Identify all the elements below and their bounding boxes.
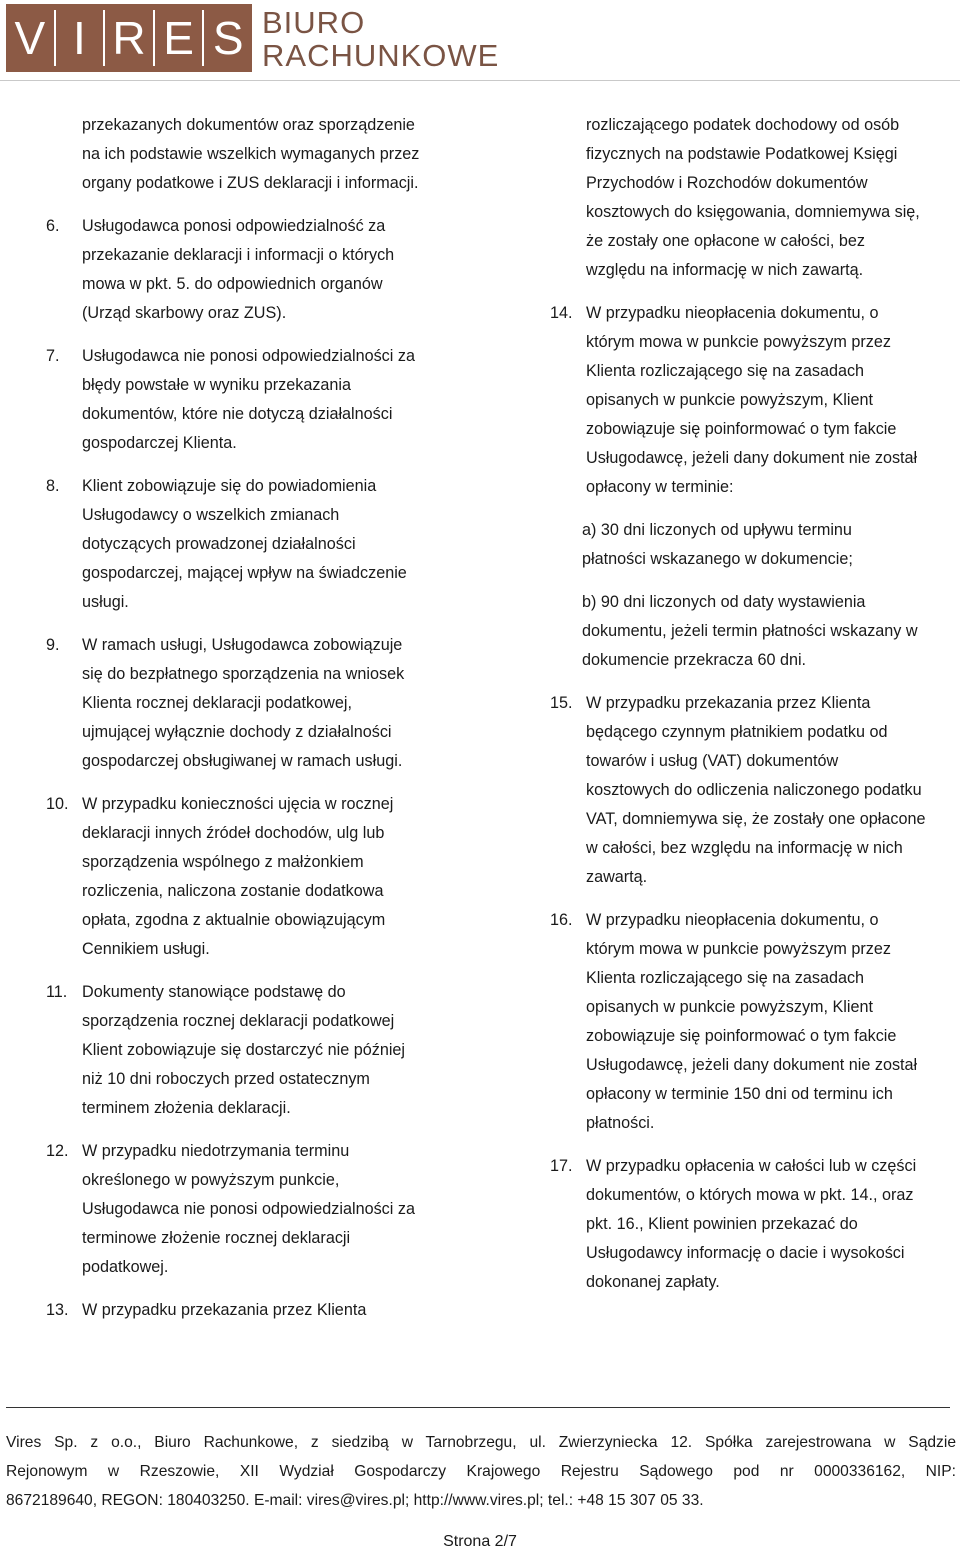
text-line: ujmującej wyłącznie dochody z działalności xyxy=(82,723,392,741)
text-line: kosztowych do odliczenia naliczonego podatku xyxy=(586,781,922,799)
footer-line: 8672189640, REGON: 180403250. E-mail: vires@vires.pl; http://www.vires.pl; tel.: +48 15 307 05 33. xyxy=(6,1492,704,1509)
text-line: Klient zobowiązuje się dostarczyć nie później xyxy=(82,1041,406,1059)
item-number: 12. xyxy=(46,1142,69,1160)
text-line: dokumentów, o których mowa w pkt. 14., oraz xyxy=(586,1186,914,1204)
text-line: dokumencie przekracza 60 dni. xyxy=(582,651,807,669)
text-line: zobowiązuje się poinformować o tym fakcie xyxy=(586,1027,897,1045)
sub-item-b xyxy=(500,588,960,675)
item-number: 11. xyxy=(46,983,68,1001)
text-line: się do bezpłatnego sporządzenia na wniosek xyxy=(82,665,405,683)
text-line: określonego w powyższym punkcie, xyxy=(82,1171,340,1189)
text-line: Usługodawca nie ponosi odpowiedzialności za xyxy=(82,1200,415,1218)
intro-paragraph xyxy=(0,111,470,198)
text-line: Cennikiem usługi. xyxy=(82,940,210,958)
footer-line: Vires Sp. z o.o., Biuro Rachunkowe, z siedzibą w Tarnobrzegu, ul. Zwierzyniecka 12. Spółka zarejestrowana w Sądzie xyxy=(6,1434,956,1451)
text-line: mowa w pkt. 5. do odpowiednich organów xyxy=(82,275,383,293)
text-line: opłacony w terminie 150 dni od terminu ich xyxy=(586,1085,893,1103)
sub-item-a xyxy=(500,516,960,574)
list-item-14 xyxy=(500,299,960,502)
text-line: Usługodawcę, jeżeli dany dokument nie został xyxy=(586,449,918,467)
list-item-11 xyxy=(0,978,470,1123)
item-number: 13. xyxy=(46,1301,69,1319)
text-line: dotyczących prowadzonej działalności xyxy=(82,535,356,553)
text-line: kosztowych do księgowania, domniemywa się, xyxy=(586,203,920,221)
list-item-16 xyxy=(500,906,960,1138)
list-item-7 xyxy=(0,342,470,458)
text-line: na ich podstawie wszelkich wymaganych przez xyxy=(82,145,420,163)
text-line: pkt. 16., Klient powinien przekazać do xyxy=(586,1215,858,1233)
company-name-line1: BIURO xyxy=(262,5,366,40)
continuation-paragraph xyxy=(500,111,960,285)
text-line: Klienta rocznej deklaracji podatkowej, xyxy=(82,694,352,712)
text-line: niż 10 dni roboczych przed ostatecznym xyxy=(82,1070,370,1088)
list-item-8 xyxy=(0,472,470,617)
text-line: W ramach usługi, Usługodawca zobowiązuje xyxy=(82,636,403,654)
list-item-17 xyxy=(500,1152,960,1297)
text-line: którym mowa w punkcie powyższym przez xyxy=(586,940,891,958)
page-header xyxy=(0,0,960,82)
item-number: 14. xyxy=(550,304,573,322)
text-line: a) 30 dni liczonych od upływu terminu xyxy=(582,521,852,539)
text-line: (Urząd skarbowy oraz ZUS). xyxy=(82,304,287,322)
company-name xyxy=(262,6,499,72)
logo-letter: V xyxy=(14,12,46,64)
text-line: VAT, domniemywa się, że zostały one opłacone xyxy=(586,810,926,828)
text-line: przekazanych dokumentów oraz sporządzenie xyxy=(82,116,415,134)
text-line: opłacony w terminie: xyxy=(586,478,734,496)
text-line: W przypadku konieczności ujęcia w rocznej xyxy=(82,795,394,813)
text-line: W przypadku nieopłacenia dokumentu, o xyxy=(586,304,879,322)
list-item-9 xyxy=(0,631,470,776)
text-line: zawartą. xyxy=(586,868,648,886)
list-item-12 xyxy=(0,1137,470,1282)
text-line: Klienta rozliczającego się na zasadach xyxy=(586,969,865,987)
text-line: dokonanej zapłaty. xyxy=(586,1273,720,1291)
footer-line: Rejonowym w Rzeszowie, XII Wydział Gospodarczy Krajowego Rejestru Sądowego pod nr 0000336162, NIP: xyxy=(6,1463,956,1480)
logo-letter: S xyxy=(212,12,244,64)
list-item-6 xyxy=(0,212,470,328)
item-number: 15. xyxy=(550,694,573,712)
text-line: fizycznych na podstawie Podatkowej Księgi xyxy=(586,145,898,163)
text-line: opisanych w punkcie powyższym, Klient xyxy=(586,998,874,1016)
company-footer xyxy=(6,1428,956,1515)
text-line: zobowiązuje się poinformować o tym fakcie xyxy=(586,420,897,438)
text-line: Usługodawcy o wszelkich zmianach xyxy=(82,506,340,524)
text-line: organy podatkowe i ZUS deklaracji i informacji. xyxy=(82,174,419,192)
text-line: przekazanie deklaracji i informacji o których xyxy=(82,246,395,264)
right-column xyxy=(500,111,960,1311)
text-line: terminowe złożenie rocznej deklaracji xyxy=(82,1229,351,1247)
item-number: 6. xyxy=(46,217,60,235)
text-line: W przypadku przekazania przez Klienta xyxy=(82,1301,367,1319)
list-item-10 xyxy=(0,790,470,964)
text-line: rozliczenia, naliczona zostanie dodatkowa xyxy=(82,882,384,900)
text-line: W przypadku niedotrzymania terminu xyxy=(82,1142,350,1160)
text-line: dokumentów, które nie dotyczą działalności xyxy=(82,405,393,423)
item-number: 7. xyxy=(46,347,60,365)
text-line: Klienta rozliczającego się na zasadach xyxy=(586,362,865,380)
text-line: będącego czynnym płatnikiem podatku od xyxy=(586,723,888,741)
text-line: w całości, bez względu na informację w nich xyxy=(586,839,903,857)
text-line: Usługodawcy informację o dacie i wysokości xyxy=(586,1244,905,1262)
text-line: błędy powstałe w wyniku przekazania xyxy=(82,376,352,394)
text-line: Dokumenty stanowiące podstawę do xyxy=(82,983,346,1001)
text-line: względu na informację w nich zawartą. xyxy=(586,261,864,279)
text-line: płatności wskazanego w dokumencie; xyxy=(582,550,853,568)
logo-letter: R xyxy=(112,12,146,64)
text-line: dokumentu, jeżeli termin płatności wskazany w xyxy=(582,622,918,640)
text-line: W przypadku przekazania przez Klienta xyxy=(586,694,871,712)
text-line: gospodarczej, mającej wpływ na świadczenie xyxy=(82,564,407,582)
text-line: Klient zobowiązuje się do powiadomienia xyxy=(82,477,377,495)
text-line: towarów i usług (VAT) dokumentów xyxy=(586,752,839,770)
text-line: podatkowej. xyxy=(82,1258,169,1276)
text-line: którym mowa w punkcie powyższym przez xyxy=(586,333,891,351)
item-number: 16. xyxy=(550,911,573,929)
text-line: usługi. xyxy=(82,593,129,611)
text-line: sporządzenia wspólnego z małżonkiem xyxy=(82,853,364,871)
list-item-15 xyxy=(500,689,960,892)
text-line: rozliczającego podatek dochodowy od osób xyxy=(586,116,900,134)
item-number: 17. xyxy=(550,1157,573,1175)
text-line: b) 90 dni liczonych od daty wystawienia xyxy=(582,593,866,611)
item-number: 8. xyxy=(46,477,60,495)
text-line: Usługodawcę, jeżeli dany dokument nie został xyxy=(586,1056,918,1074)
text-line: gospodarczej Klienta. xyxy=(82,434,237,452)
header-divider xyxy=(0,80,960,81)
company-logo xyxy=(6,4,252,72)
text-line: gospodarczej obsługiwanej w ramach usługi. xyxy=(82,752,403,770)
text-line: W przypadku opłacenia w całości lub w części xyxy=(586,1157,917,1175)
text-line: Usługodawca nie ponosi odpowiedzialności za xyxy=(82,347,415,365)
text-line: że zostały one opłacone w całości, bez xyxy=(586,232,865,250)
text-line: terminem złożenia deklaracji. xyxy=(82,1099,291,1117)
left-column xyxy=(0,111,470,1339)
logo-letter: E xyxy=(163,12,194,64)
item-number: 9. xyxy=(46,636,60,654)
company-name-line2: RACHUNKOWE xyxy=(262,38,500,73)
list-item-13 xyxy=(0,1296,470,1325)
text-line: opłata, zgodna z aktualnie obowiązującym xyxy=(82,911,386,929)
page-number: Strona 2/7 xyxy=(443,1533,517,1550)
text-line: Przychodów i Rozchodów dokumentów xyxy=(586,174,868,192)
text-line: sporządzenia rocznej deklaracji podatkowej xyxy=(82,1012,395,1030)
text-line: opisanych w punkcie powyższym, Klient xyxy=(586,391,874,409)
text-line: płatności. xyxy=(586,1114,655,1132)
text-line: deklaracji innych źródeł dochodów, ulg lub xyxy=(82,824,385,842)
text-line: W przypadku nieopłacenia dokumentu, o xyxy=(586,911,879,929)
logo-letter: I xyxy=(73,12,86,64)
item-number: 10. xyxy=(46,795,69,813)
footer-divider xyxy=(6,1407,950,1408)
text-line: Usługodawca ponosi odpowiedzialność za xyxy=(82,217,386,235)
